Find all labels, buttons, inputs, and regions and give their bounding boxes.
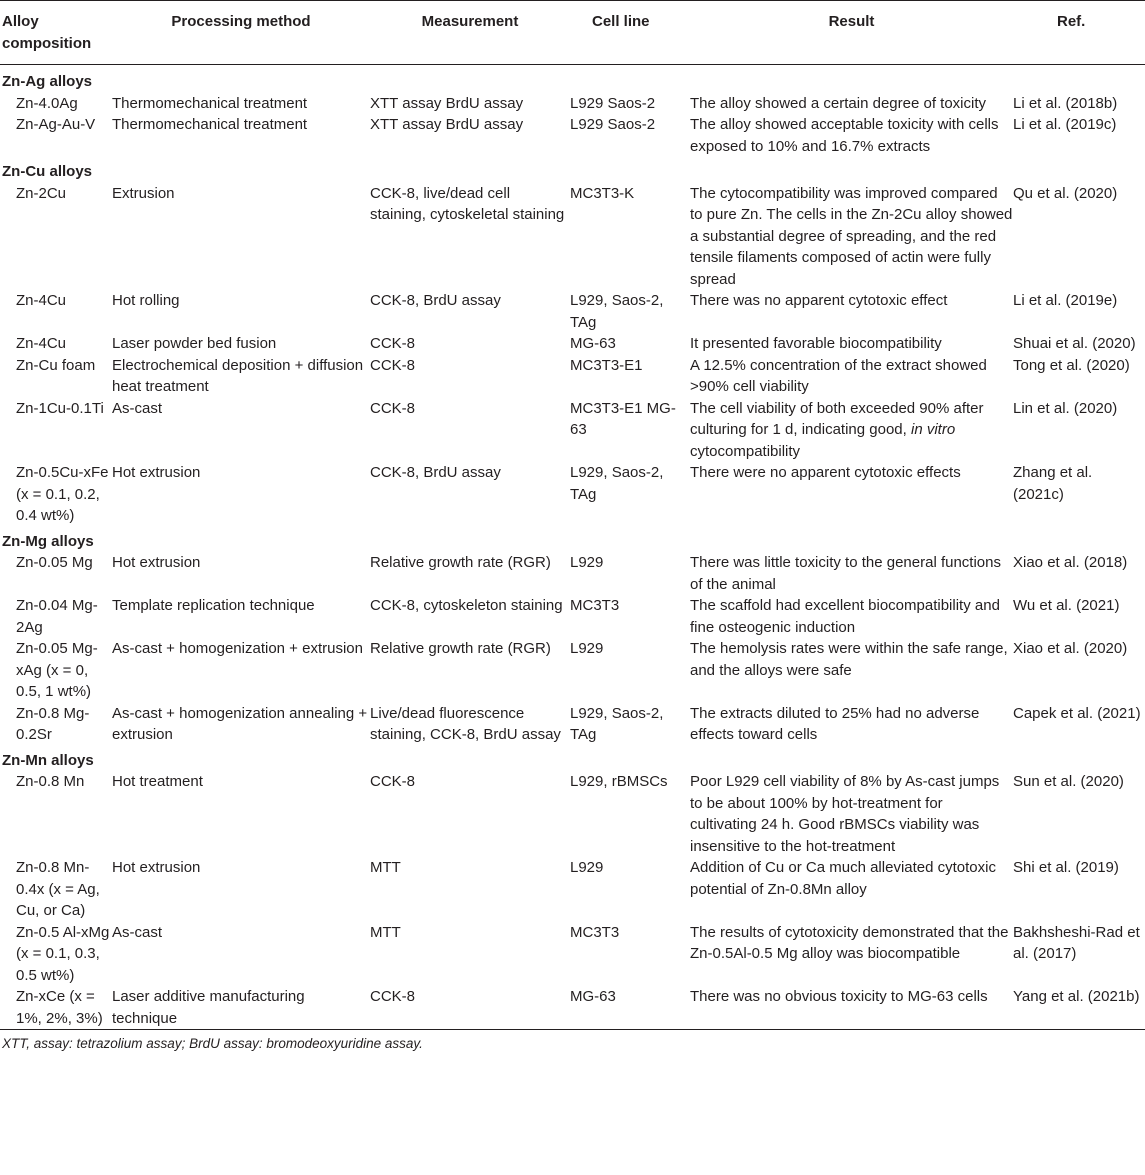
cell-ref: Capek et al. (2021) <box>1013 704 1141 722</box>
cell-ref: Xiao et al. (2018) <box>1013 554 1128 571</box>
cell-result: The extracts diluted to 25% had no adverse effects toward cells <box>690 704 980 743</box>
cell-ref: Li et al. (2019e) <box>1013 292 1118 309</box>
cell-ref: Tong et al. (2020) <box>1013 356 1130 374</box>
cell-result: The results of cytotoxicity demonstrated that the Zn-0.5Al-0.5 Mg alloy was biocompatible <box>690 923 1009 962</box>
cell-cell-line: MC3T3 <box>570 597 620 614</box>
cell-ref: Lin et al. (2020) <box>1013 399 1118 417</box>
group-title: Zn-Mn alloys <box>2 751 94 769</box>
table-row <box>0 398 1145 463</box>
cell-cell-line: L929 Saos-2 <box>570 116 656 133</box>
cell-alloy: Zn-xCe (x = 1%, 2%, 3%) <box>16 988 103 1027</box>
cell-result: A 12.5% concentration of the extract showed >90% cell viability <box>690 356 987 395</box>
table-row <box>0 290 1145 333</box>
cell-cell-line: L929, Saos-2, TAg <box>570 464 664 503</box>
cell-measurement: Live/dead fluorescence staining, CCK-8, BrdU assay <box>370 704 561 743</box>
cell-cell-line: MG-63 <box>570 335 616 352</box>
table-row <box>0 462 1145 527</box>
cell-measurement: CCK-8, BrdU assay <box>370 464 501 481</box>
cell-alloy: Zn-4.0Ag <box>16 94 78 112</box>
cell-measurement: XTT assay BrdU assay <box>370 94 524 112</box>
table-row <box>0 114 1145 157</box>
cell-measurement: CCK-8, live/dead cell staining, cytoskeletal staining <box>370 184 565 223</box>
cell-alloy: Zn-0.04 Mg-2Ag <box>16 597 98 636</box>
cell-result: It presented favorable biocompatibility <box>690 335 942 352</box>
cell-ref: Zhang et al. (2021c) <box>1013 464 1093 503</box>
cell-cell-line: L929, Saos-2, TAg <box>570 292 664 331</box>
table-row <box>0 183 1145 291</box>
group-header-row <box>0 65 1145 93</box>
cell-measurement: CCK-8 <box>370 399 416 417</box>
cell-result: The alloy showed acceptable toxicity with cells exposed to 10% and 16.7% extracts <box>690 116 999 155</box>
result-text: cytocompatibility <box>690 442 801 460</box>
cell-processing-method: As-cast + homogenization annealing + extrusion <box>112 704 368 743</box>
cell-cell-line: MC3T3-K <box>570 184 635 202</box>
cell-result: Poor L929 cell viability of 8% by As-cast jumps to be about 100% by hot-treatment for cultivating 24 h. Good rBMSCs viability was insensitive to the hot-treatment <box>690 773 1000 855</box>
cell-result <box>690 398 1013 463</box>
cell-measurement: Relative growth rate (RGR) <box>370 640 551 657</box>
table-row <box>0 922 1145 987</box>
cell-alloy: Zn-0.8 Mn <box>16 773 85 790</box>
table-row <box>0 857 1145 922</box>
cell-processing-method: Laser powder bed fusion <box>112 335 277 352</box>
cell-processing-method: As-cast <box>112 923 163 941</box>
cell-ref: Sun et al. (2020) <box>1013 773 1124 790</box>
cell-cell-line: L929 <box>570 554 604 571</box>
cell-alloy: Zn-4Cu <box>16 292 67 309</box>
cell-alloy: Zn-1Cu-0.1Ti <box>16 399 104 417</box>
cell-processing-method: Extrusion <box>112 184 175 202</box>
cell-ref: Shuai et al. (2020) <box>1013 335 1136 352</box>
cell-measurement: CCK-8 <box>370 335 416 352</box>
cell-processing-method: Hot treatment <box>112 773 203 790</box>
table-footnote: XTT, assay: tetrazolium assay; BrdU assay: bromodeoxyuridine assay. <box>2 1036 423 1051</box>
cell-processing-method: Thermomechanical treatment <box>112 94 308 112</box>
cell-ref: Li et al. (2019c) <box>1013 116 1117 133</box>
cell-processing-method: Hot extrusion <box>112 554 201 571</box>
cell-processing-method: Hot extrusion <box>112 859 201 876</box>
cell-processing-method: Hot rolling <box>112 292 180 309</box>
result-italic-text: in vitro <box>910 421 956 438</box>
cell-measurement: XTT assay BrdU assay <box>370 116 524 133</box>
cell-result: There was little toxicity to the general functions of the animal <box>690 554 1001 593</box>
table-body <box>0 65 1145 1030</box>
cell-cell-line: L929, rBMSCs <box>570 773 668 790</box>
cell-result: There was no obvious toxicity to MG-63 cells <box>690 988 988 1005</box>
cell-cell-line: MC3T3 <box>570 923 620 941</box>
cell-result: There were no apparent cytotoxic effects <box>690 464 961 481</box>
cell-alloy: Zn-Cu foam <box>16 356 96 374</box>
cell-result: The hemolysis rates were within the safe range, and the alloys were safe <box>690 640 1008 679</box>
table-row <box>0 986 1145 1030</box>
header-cell-line: Cell line <box>592 13 650 30</box>
table-row <box>0 771 1145 857</box>
cell-result: The alloy showed a certain degree of toxicity <box>690 94 986 112</box>
group-title: Zn-Ag alloys <box>2 73 93 90</box>
cell-alloy: Zn-Ag-Au-V <box>16 116 96 133</box>
cell-result: There was no apparent cytotoxic effect <box>690 292 948 309</box>
table-row <box>0 333 1145 355</box>
cell-cell-line: L929 Saos-2 <box>570 94 656 112</box>
header-result: Result <box>828 13 875 30</box>
cell-alloy: Zn-0.8 Mn-0.4x (x = Ag, Cu, or Ca) <box>16 859 100 919</box>
cell-measurement: CCK-8, BrdU assay <box>370 292 501 309</box>
cell-result: Addition of Cu or Ca much alleviated cytotoxic potential of Zn-0.8Mn alloy <box>690 859 996 898</box>
cell-measurement: MTT <box>370 923 401 941</box>
cell-alloy: Zn-0.05 Mg-xAg (x = 0, 0.5, 1 wt%) <box>16 640 98 700</box>
header-measurement: Measurement <box>421 13 519 30</box>
cell-measurement: CCK-8, cytoskeleton staining <box>370 597 563 614</box>
cell-cell-line: MC3T3-E1 <box>570 356 643 374</box>
cell-cell-line: MG-63 <box>570 988 616 1005</box>
header-alloy-composition: Alloy composition <box>2 13 92 52</box>
result-text: The cell viability of both exceeded 90% after culturing for 1 d, indicating good, <box>690 399 984 438</box>
cell-measurement: CCK-8 <box>370 356 416 374</box>
cell-ref: Wu et al. (2021) <box>1013 597 1120 614</box>
header-processing-method: Processing method <box>171 13 311 30</box>
cell-ref: Shi et al. (2019) <box>1013 859 1119 876</box>
cell-cell-line: MC3T3-E1 MG-63 <box>570 399 676 438</box>
cell-processing-method: Thermomechanical treatment <box>112 116 308 133</box>
table-row <box>0 355 1145 398</box>
cell-alloy: Zn-0.05 Mg <box>16 554 93 571</box>
cell-processing-method: Electrochemical deposition + diffusion heat treatment <box>112 356 364 395</box>
table-row <box>0 552 1145 595</box>
cell-measurement: CCK-8 <box>370 773 416 790</box>
cell-ref: Bakhsheshi-Rad et al. (2017) <box>1013 923 1140 962</box>
cell-alloy: Zn-2Cu <box>16 184 67 202</box>
cell-alloy: Zn-0.5 Al-xMg (x = 0.1, 0.3, 0.5 wt%) <box>16 923 110 984</box>
cell-cell-line: L929, Saos-2, TAg <box>570 704 664 743</box>
cell-measurement: CCK-8 <box>370 988 416 1005</box>
header-ref: Ref. <box>1057 13 1086 30</box>
table-header <box>0 1 1145 65</box>
cell-processing-method: Hot extrusion <box>112 464 201 481</box>
cell-measurement: MTT <box>370 859 401 876</box>
cell-processing-method: As-cast + homogenization + extrusion <box>112 640 363 657</box>
group-title: Zn-Cu alloys <box>2 163 93 180</box>
group-header-row <box>0 527 1145 553</box>
cell-measurement: Relative growth rate (RGR) <box>370 554 551 571</box>
group-title: Zn-Mg alloys <box>2 532 94 550</box>
group-header-row <box>0 157 1145 183</box>
cell-processing-method: Laser additive manufacturing technique <box>112 988 305 1027</box>
table-row <box>0 703 1145 746</box>
cell-ref: Qu et al. (2020) <box>1013 184 1118 202</box>
cell-ref: Li et al. (2018b) <box>1013 94 1118 112</box>
cell-cell-line: L929 <box>570 640 604 657</box>
group-header-row <box>0 746 1145 772</box>
cell-alloy: Zn-4Cu <box>16 335 67 352</box>
table-row <box>0 595 1145 638</box>
cell-processing-method: As-cast <box>112 399 163 417</box>
cell-alloy: Zn-0.5Cu-xFe (x = 0.1, 0.2, 0.4 wt%) <box>16 464 109 524</box>
table-row <box>0 93 1145 115</box>
cell-ref: Yang et al. (2021b) <box>1013 988 1140 1005</box>
cell-cell-line: L929 <box>570 859 604 876</box>
cell-processing-method: Template replication technique <box>112 597 315 614</box>
cell-alloy: Zn-0.8 Mg-0.2Sr <box>16 704 90 743</box>
cell-ref: Xiao et al. (2020) <box>1013 640 1128 657</box>
cell-result: The cytocompatibility was improved compared to pure Zn. The cells in the Zn-2Cu alloy showed a substantial degree of spreading, and the red tensile filaments composed of actin were fully spread <box>690 184 1013 288</box>
cell-result: The scaffold had excellent biocompatibility and fine osteogenic induction <box>690 597 1000 636</box>
table-row <box>0 638 1145 703</box>
